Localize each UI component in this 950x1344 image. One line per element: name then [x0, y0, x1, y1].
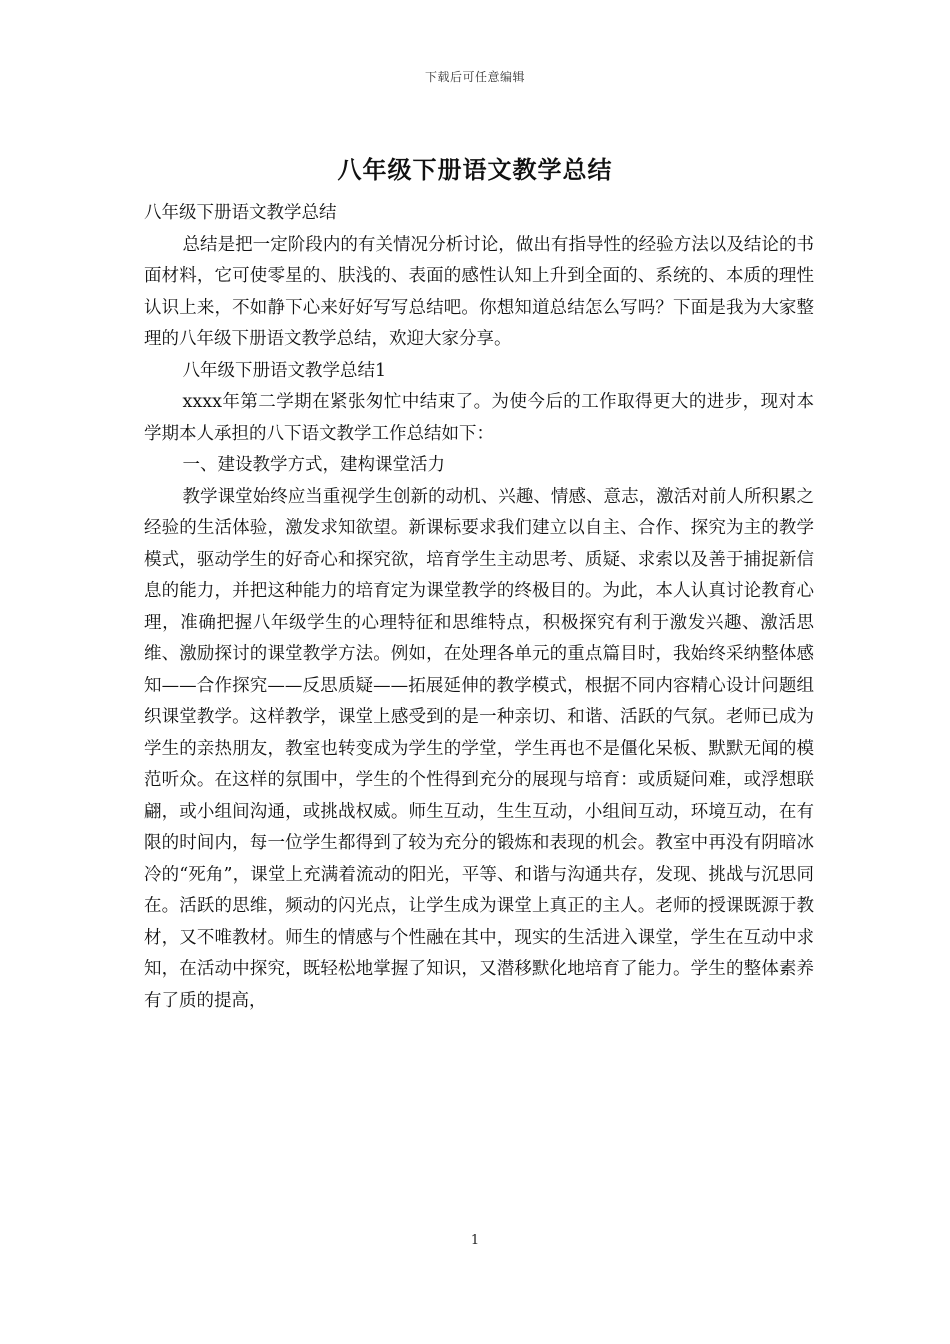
opening-paragraph: xxxx年第二学期在紧张匆忙中结束了。为使今后的工作取得更大的进步，现对本学期本人承担的八下语文教学工作总结如下：	[144, 392, 814, 444]
intro-paragraph: 总结是把一定阶段内的有关情况分析讨论，做出有指导性的经验方法以及结论的书面材料，它可使零星的、肤浅的、表面的感性认知上升到全面的、系统的、本质的理性认识上来，不如静下心来好好写写总结吧。你想知道总结怎么写吗？下面是我为大家整理的八年级下册语文教学总结，欢迎大家分享。	[144, 234, 814, 349]
document-title: 八年级下册语文教学总结	[337, 155, 613, 184]
page-number: 1	[470, 1233, 480, 1248]
document-body	[144, 198, 814, 1017]
document-subtitle: 八年级下册语文教学总结	[144, 203, 337, 223]
section-heading-teaching-method: 一、建设教学方式，建构课堂活力	[182, 455, 445, 475]
page-header-note: 下载后可任意编辑	[424, 70, 525, 84]
section-heading-summary-1: 八年级下册语文教学总结1	[182, 360, 387, 381]
teaching-method-paragraph: 教学课堂始终应当重视学生创新的动机、兴趣、情感、意志，激活对前人所积累之经验的生活体验，激发求知欲望。新课标要求我们建立以自主、合作、探究为主的教学模式，驱动学生的好奇心和探究欲，培育学生主动思考、质疑、求索以及善于捕捉新信息的能力，并把这种能力的培育定为课堂教学的终极目的。为此，本人认真讨论教育心理，准确把握八年级学生的心理特征和思维特点，积极探究有利于激发兴趣、激活思维、激励探讨的课堂教学方法。例如，在处理各单元的重点篇目时，我始终采纳整体感知——合作探究——反思质疑——拓展延伸的教学模式，根据不同内容精心设计问题组织课堂教学。这样教学，课堂上感受到的是一种亲切、和谐、活跃的气氛。老师已成为学生的亲热朋友，教室也转变成为学生的学堂，学生再也不是僵化呆板、默默无闻的模范听众。在这样的氛围中，学生的个性得到充分的展现与培育：或质疑问难，或浮想联翩，或小组间沟通，或挑战权威。师生互动，生生互动，小组间互动，环境互动，在有限的时间内，每一位学生都得到了较为充分的锻炼和表现的机会。教室中再没有阴暗冰冷的“死角”，课堂上充满着流动的阳光，平等、和谐与沟通共存，发现、挑战与沉思同在。活跃的思维，频动的闪光点，让学生成为课堂上真正的主人。老师的授课既源于教材，又不唯教材。师生的情感与个性融在其中，现实的生活进入课堂，学生在互动中求知，在活动中探究，既轻松地掌握了知识，又潜移默化地培育了能力。学生的整体素养有了质的提高，	[144, 486, 814, 1011]
